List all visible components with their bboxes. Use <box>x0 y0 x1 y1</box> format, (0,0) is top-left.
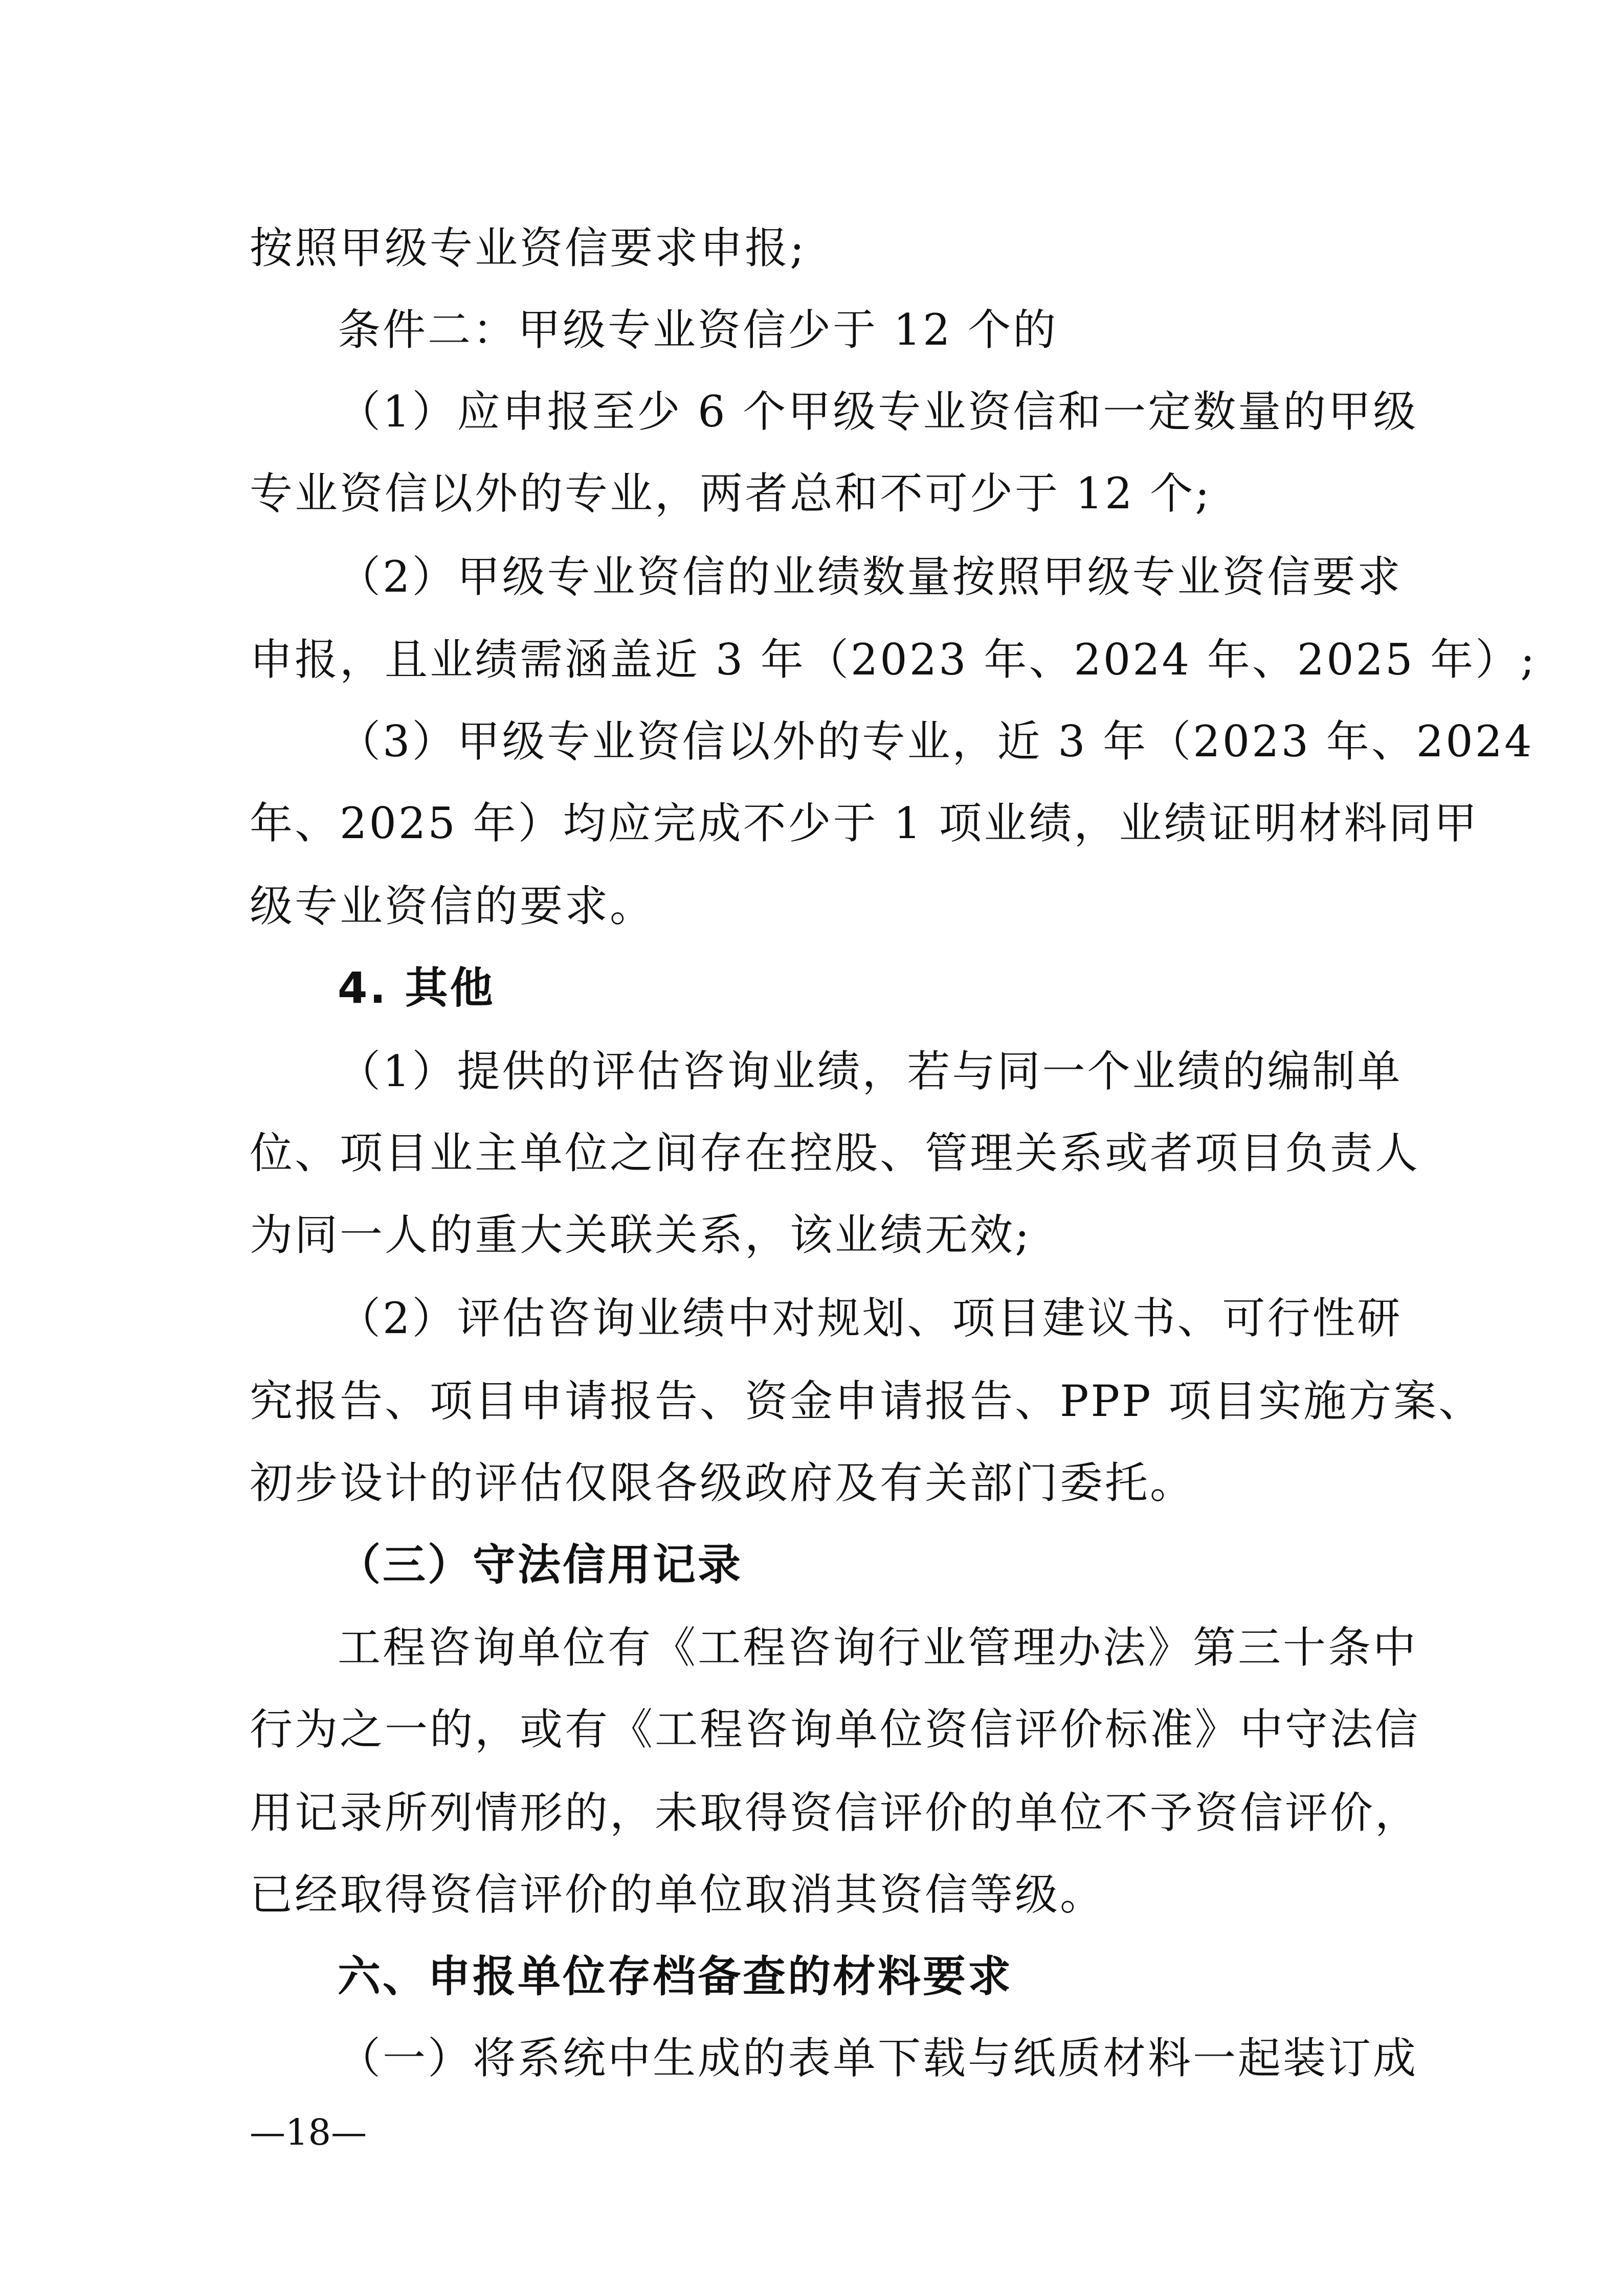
body-line: （1）应申报至少 6 个甲级专业资信和一定数量的甲级 <box>338 387 1418 437</box>
body-line: （2）评估咨询业绩中对规划、项目建议书、可行性研 <box>338 1293 1403 1343</box>
body-line: 已经取得资信评价的单位取消其资信等级。 <box>250 1870 1105 1920</box>
body-line: 年、2025 年）均应完成不少于 1 项业绩，业绩证明材料同甲 <box>250 798 1479 848</box>
body-line: （一）将系统中生成的表单下载与纸质材料一起装订成 <box>338 2033 1418 2083</box>
body-line: （2）甲级专业资信的业绩数量按照甲级专业资信要求 <box>338 552 1403 602</box>
page-number: —18— <box>250 2111 367 2153</box>
condition-heading: 条件二：甲级专业资信少于 12 个的 <box>338 305 1058 355</box>
section-heading: 4. 其他 <box>338 963 495 1013</box>
body-line: 究报告、项目申请报告、资金申请报告、PPP 项目实施方案、 <box>250 1376 1484 1426</box>
body-line: （3）甲级专业资信以外的专业，近 3 年（2023 年、2024 <box>338 716 1534 767</box>
body-line: 位、项目业主单位之间存在控股、管理关系或者项目负责人 <box>250 1128 1420 1178</box>
body-line: 级专业资信的要求。 <box>250 881 655 931</box>
body-line: 工程咨询单位有《工程咨询行业管理办法》第三十条中 <box>338 1623 1418 1673</box>
body-line: 专业资信以外的专业，两者总和不可少于 12 个; <box>250 468 1212 519</box>
body-line: 申报，且业绩需涵盖近 3 年（2023 年、2024 年、2025 年）; <box>250 635 1537 685</box>
body-line: （1）提供的评估咨询业绩，若与同一个业绩的编制单 <box>338 1046 1403 1096</box>
section-heading: （三）守法信用记录 <box>338 1540 743 1590</box>
body-line: 行为之一的，或有《工程咨询单位资信评价标准》中守法信 <box>250 1704 1420 1754</box>
body-line: 初步设计的评估仅限各级政府及有关部门委托。 <box>250 1458 1195 1508</box>
body-line: 用记录所列情形的，未取得资信评价的单位不予资信评价， <box>250 1788 1420 1838</box>
body-line: 按照甲级专业资信要求申报; <box>250 223 807 273</box>
section-heading: 六、申报单位存档备查的材料要求 <box>338 1951 1013 2001</box>
body-line: 为同一人的重大关联关系，该业绩无效; <box>250 1210 1032 1260</box>
